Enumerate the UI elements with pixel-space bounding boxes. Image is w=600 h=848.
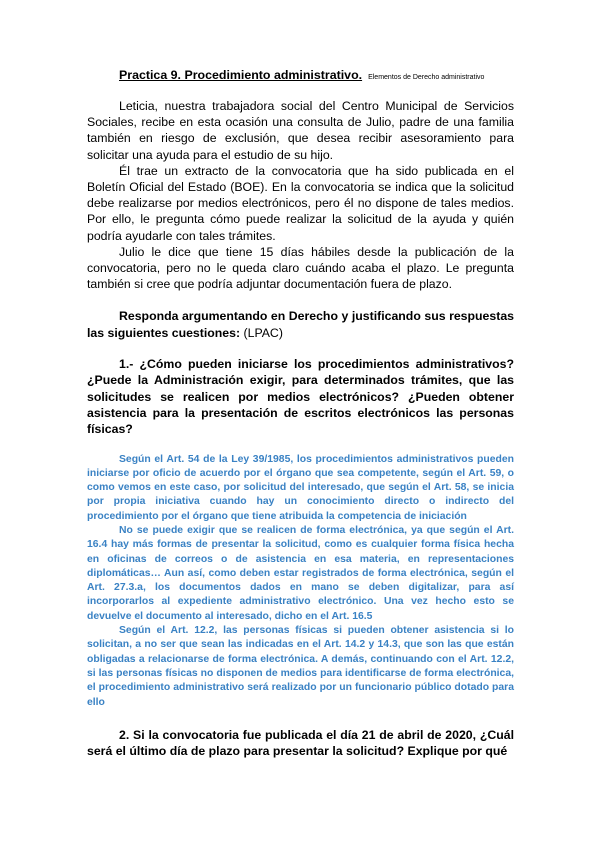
instruction <box>87 308 514 341</box>
answer-paragraph-1: Según el Art. 54 de la Ley 39/1985, los procedimientos administrativos pueden iniciarse por oficio de acuerdo por el órgano que sea competente, según el Art. 59, o como vemos en este caso, por solicitud del interesado, que según el Art. 58, se inicia por propia iniciativa cuando hay un conocimiento directo o indirecto del procedimiento por el órgano que tiene atribuida la competencia de iniciación <box>87 453 514 522</box>
page-title: Practica 9. Procedimiento administrativo. <box>119 68 363 82</box>
answer-paragraph-3: Según el Art. 12.2, las personas físicas si pueden obtener asistencia si lo solicitan, a no ser que sean las indicadas en el Art. 14.2 y 14.3, que son las que están obligadas a relacionarse de forma electrónica. A demás, continuando con el Art. 12.2, si las personas físicas no disponen de medios para identificarse de forma electrónica, el procedimiento administrativo será realizado por un funcionario público dotado para ello <box>87 625 514 708</box>
story-paragraph-1: Leticia, nuestra trabajadora social del Centro Municipal de Servicios Sociales, recibe en esta ocasión una consulta de Julio, padre de una familia también en riesgo de exclusión, que desea recibir asesoramiento para solicitar una ayuda para el estudio de su hijo. <box>87 99 514 162</box>
document-body <box>87 66 514 759</box>
story-paragraph-2: Él trae un extracto de la convocatoria que ha sido publicada en el Boletín Oficial del Estado (BOE). En la convocatoria se indica que la solicitud debe realizarse por medios electrónicos, pero él no dispone de tales medios. Por ello, le pregunta cómo puede realizar la solicitud de la ayuda y quién podría ayudarle con tales trámites. <box>87 163 514 243</box>
page-subtitle: Elementos de Derecho administrativo <box>368 74 485 81</box>
question-1: 1.- ¿Cómo pueden iniciarse los procedimientos administrativos? ¿Puede la Administración exigir, para determinados trámites, que las solicitudes se realicen por medios electrónicos? ¿Pueden obtener asistencia para la presentación de escritos electrónicos las personas físicas? <box>87 357 514 437</box>
header <box>119 66 514 84</box>
instruction-text: Responda argumentando en Derecho y justificando sus respuestas las siguientes cuestiones: <box>87 309 514 340</box>
instruction-note: (LPAC) <box>240 325 283 340</box>
story-paragraph-3: Julio le dice que tiene 15 días hábiles desde la publicación de la convocatoria, pero no le queda claro cuándo acaba el plazo. Le pregunta también si cree que podría adjuntar documentación fuera de plazo. <box>87 244 514 292</box>
answer-paragraph-2: No se puede exigir que se realicen de forma electrónica, ya que según el Art. 16.4 hay más formas de presentar la solicitud, como es cualquier forma física hecha en oficinas de correos o de asistencia en esa materia, en representaciones diplomáticas… Aun así, como deben estar registrados de forma electrónica, según el Art. 27.3.a, los documentos dados en mano se deben digitalizar, para así incorporarlos al expediente administrativo electrónico. Una vez hecho esto se devuelve el documento al interesado, dicho en el Art. 16.5 <box>87 525 514 622</box>
question-2: 2. Si la convocatoria fue publicada el día 21 de abril de 2020, ¿Cuál será el último día de plazo para presentar la solicitud? Explique por qué <box>87 727 514 759</box>
